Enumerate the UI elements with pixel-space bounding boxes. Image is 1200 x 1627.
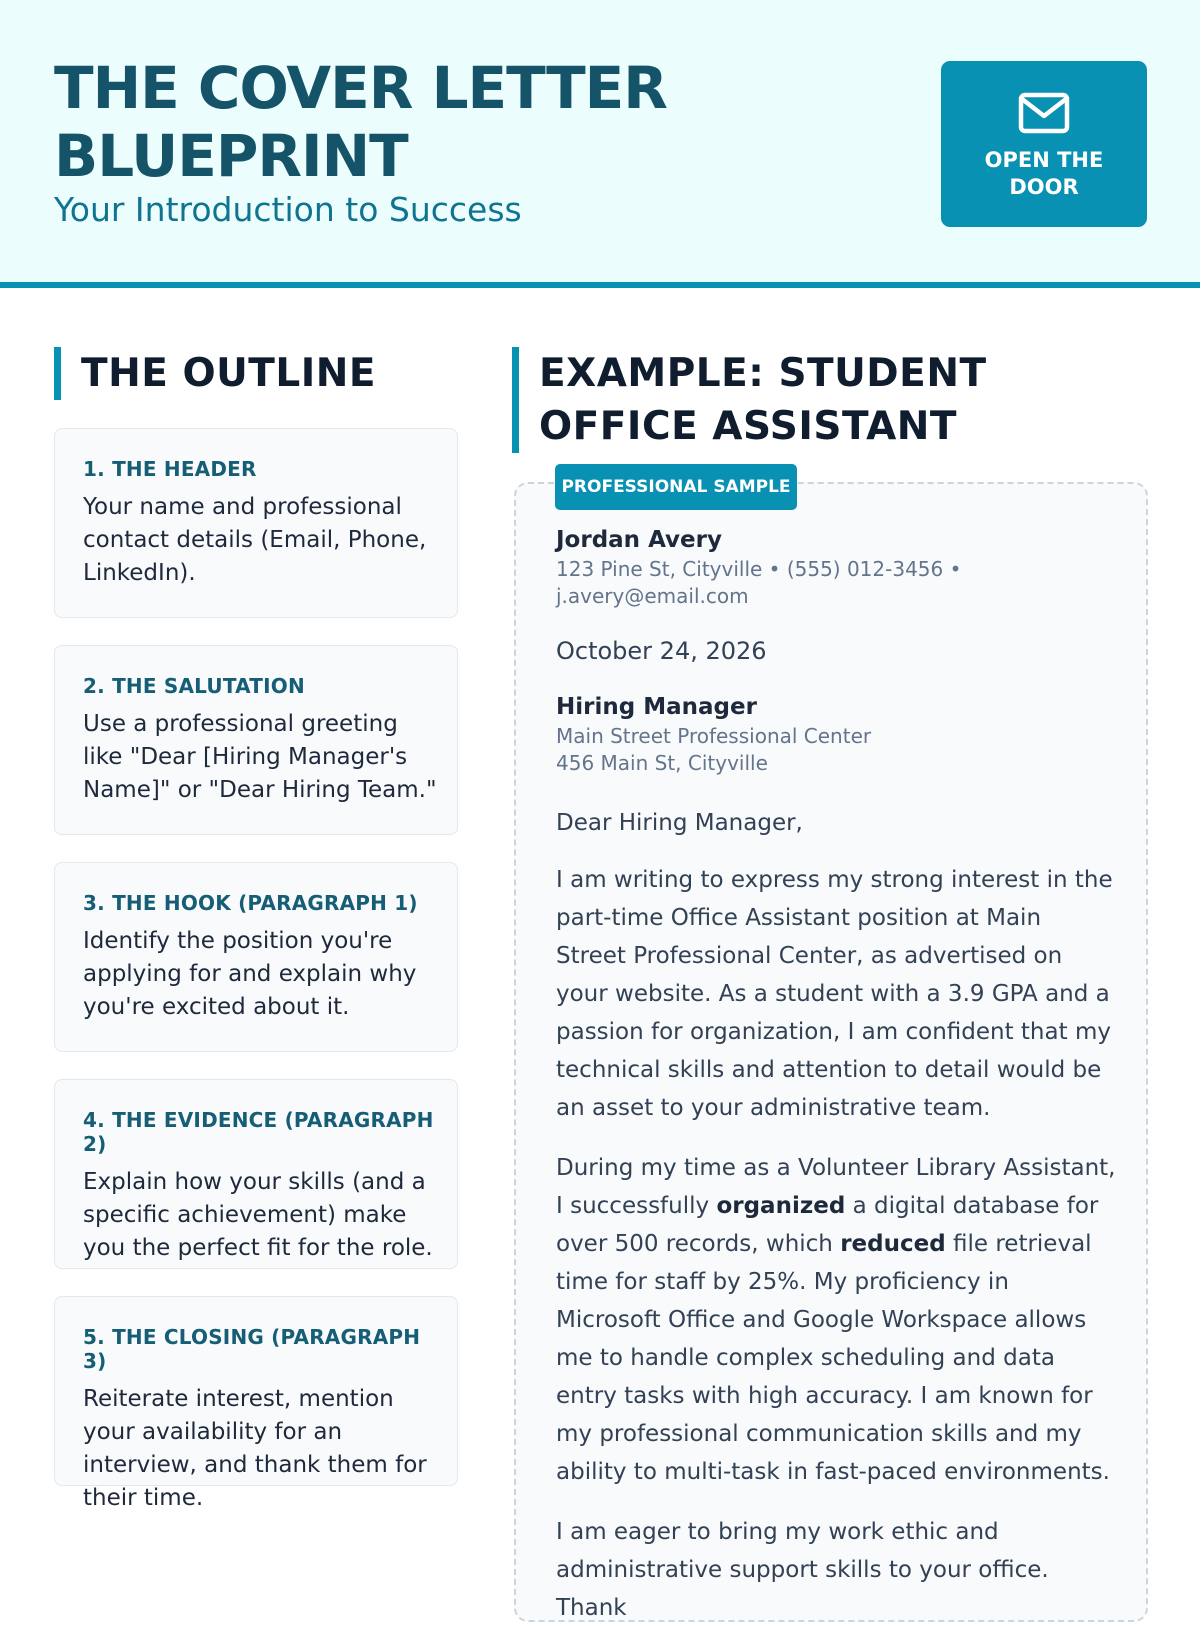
letter-paragraph-2	[556, 1149, 1116, 1491]
card-title: 5. THE CLOSING (PARAGRAPH 3)	[83, 1325, 421, 1373]
recipient-address: 456 Main St, Cityville	[556, 751, 768, 775]
paragraph-2-text: During my time as a Volunteer Library Assistant, I successfully	[556, 1155, 1116, 1219]
card-title: 2. THE SALUTATION	[83, 674, 305, 698]
paragraph-2-text: file retrieval time for staff by 25%. My proficiency in Microsoft Office and Google Workspace allows me to handle complex scheduling and data entry tasks with high accuracy. I am known for my professional communication skills and my ability to multi-task in fast-paced environments.	[556, 1231, 1110, 1485]
outline-card-evidence	[54, 1079, 458, 1269]
cta-label: OPEN THE DOOR	[984, 148, 1104, 199]
title-line-1: THE COVER LETTER	[54, 54, 667, 122]
letter-paragraph-1: I am writing to express my strong interest in the part-time Office Assistant position at Main Street Professional Center, as advertised on your website. As a student with a 3.9 GPA and a passion for organization, I am confident that my technical skills and attention to detail would be an asset to your administrative team.	[556, 867, 1113, 1121]
outline-card-header	[54, 428, 458, 618]
recipient-name: Hiring Manager	[556, 694, 757, 720]
envelope-icon	[1016, 91, 1072, 135]
sender-contact: 123 Pine St, Cityville • (555) 012-3456 • j.avery@email.com	[556, 557, 962, 608]
paragraph-2-bold-reduced: reduced	[840, 1231, 946, 1257]
outline-card-closing	[54, 1296, 458, 1511]
card-body: Reiterate interest, mention your availability for an interview, and thank them for their time.	[83, 1386, 427, 1511]
title-line-2: BLUEPRINT	[54, 122, 408, 190]
outline-card-salutation	[54, 645, 458, 835]
card-title: 4. THE EVIDENCE (PARAGRAPH 2)	[83, 1108, 434, 1156]
card-body: Identify the position you're applying for and explain why you're excited about it.	[83, 928, 417, 1020]
recipient-org: Main Street Professional Center	[556, 724, 872, 748]
card-title: 1. THE HEADER	[83, 457, 257, 481]
letter-greeting: Dear Hiring Manager,	[556, 810, 803, 836]
page-header	[0, 0, 1200, 288]
page-subtitle: Your Introduction to Success	[54, 190, 522, 229]
example-heading: EXAMPLE: STUDENT OFFICE ASSISTANT	[512, 347, 1152, 453]
outline-card-hook	[54, 862, 458, 1052]
sender-name: Jordan Avery	[556, 527, 722, 553]
card-body: Explain how your skills (and a specific achievement) make you the perfect fit for the role.	[83, 1169, 433, 1261]
page-title	[54, 54, 774, 190]
card-body: Your name and professional contact details (Email, Phone, LinkedIn).	[83, 494, 427, 586]
letter-paragraph-3: I am eager to bring my work ethic and administrative support skills to your office. Thank	[556, 1519, 1049, 1621]
open-the-door-button[interactable]	[941, 61, 1147, 227]
professional-sample-badge: PROFESSIONAL SAMPLE	[555, 464, 797, 510]
card-title: 3. THE HOOK (PARAGRAPH 1)	[83, 891, 418, 915]
paragraph-2-bold-organized: organized	[716, 1193, 846, 1219]
paragraph-2-text: a digital database for over 500 records, which	[556, 1193, 1099, 1257]
sample-letter	[556, 524, 1116, 1627]
letter-date: October 24, 2026	[556, 637, 767, 665]
outline-heading: THE OUTLINE	[54, 347, 474, 400]
card-body: Use a professional greeting like "Dear [Hiring Manager's Name]" or "Dear Hiring Team."	[83, 711, 437, 803]
